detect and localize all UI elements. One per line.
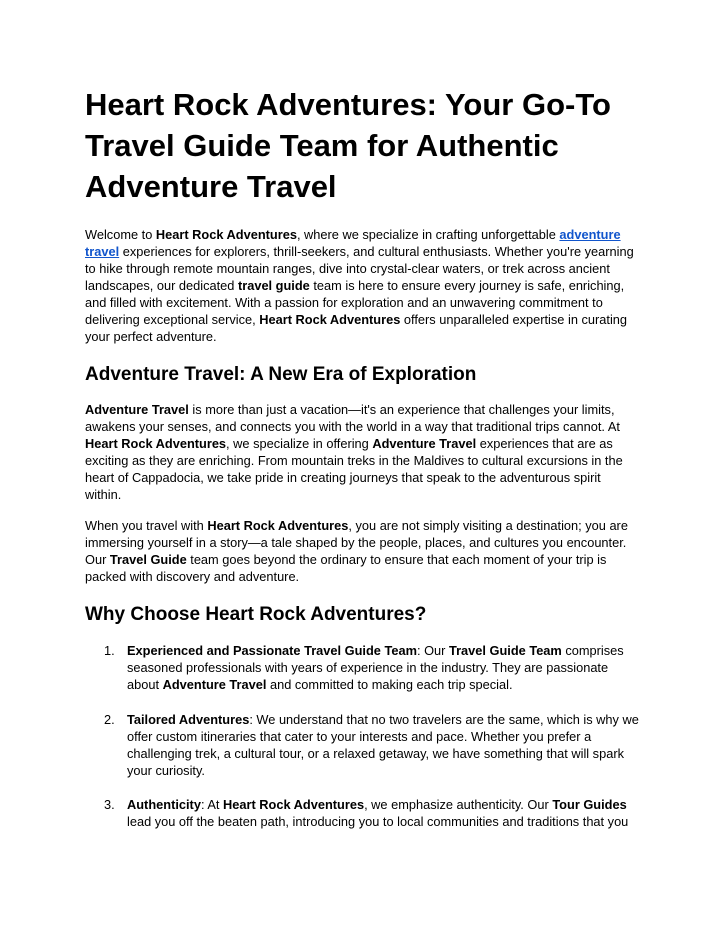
intro-text-3: experiences for explorers, thrill-seekers, and cultural enthusiasts. Whether you're yearning to hike through remote mountain ranges, dive into crystal-clear waters, or trek across ancient landscapes, our dedicated bbox=[85, 244, 634, 293]
s1p2-text-1: When you travel with bbox=[85, 518, 208, 533]
li1-text-2: comprises seasoned professionals with years of experience in the industry. They are passionate about bbox=[127, 643, 624, 692]
intro-bold-2: travel guide bbox=[237, 278, 310, 293]
li3-bold-2: Heart Rock Adventures bbox=[223, 797, 365, 812]
document-title: Heart Rock Adventures: Your Go-To Travel Guide Team for Authentic Adventure Travel bbox=[85, 87, 611, 204]
section1-paragraph-1 bbox=[85, 401, 640, 503]
intro-text-2: , where we specialize in crafting unforgettable bbox=[296, 227, 560, 242]
li2-text-1: : We understand that no two travelers are the same, which is why we offer custom itineraries that cater to your interests and pace. Whether you prefer a challenging trek, a cultural tour, or a relaxed getaway, we have something that will spark your curiosity. bbox=[127, 712, 639, 778]
s1p1-text-1: is more than just a vacation—it's an experience that challenges your limits, awakens your senses, and connects you with the world in a way that traditional trips cannot. At bbox=[85, 402, 620, 434]
intro-text-4: team is here to ensure every journey is safe, enriching, and filled with excitement. With a passion for exploration and an unwavering commitment to delivering exceptional service, bbox=[85, 278, 625, 327]
li3-bold-1: Authenticity bbox=[127, 797, 201, 812]
section2-heading: Why Choose Heart Rock Adventures? bbox=[85, 604, 427, 625]
intro-bold-1: Heart Rock Adventures bbox=[155, 227, 297, 242]
li1-bold-1: Experienced and Passionate Travel Guide Team bbox=[127, 643, 417, 658]
s1p1-bold-2: Heart Rock Adventures bbox=[85, 436, 227, 451]
list-number: 1. bbox=[104, 643, 115, 658]
s1p1-bold-3: Adventure Travel bbox=[372, 436, 477, 451]
s1p2-bold-2: Travel Guide bbox=[109, 552, 187, 567]
intro-text-5: offers unparalleled expertise in curating your perfect adventure. bbox=[85, 312, 628, 344]
li1-text-3: and committed to making each trip special. bbox=[266, 677, 513, 692]
li3-text-3: lead you off the beaten path, introducing you to local communities and traditions that you bbox=[127, 814, 629, 829]
intro-paragraph bbox=[85, 226, 640, 345]
s1p2-bold-1: Heart Rock Adventures bbox=[207, 518, 349, 533]
section1-heading: Adventure Travel: A New Era of Exploration bbox=[85, 364, 477, 385]
list-item-text bbox=[127, 796, 639, 830]
adventure-travel-link[interactable]: adventure travel bbox=[85, 227, 621, 259]
intro-bold-3: Heart Rock Adventures bbox=[259, 312, 401, 327]
li2-bold-1: Tailored Adventures bbox=[127, 712, 250, 727]
li1-bold-3: Adventure Travel bbox=[162, 677, 267, 692]
li1-text-1: : Our bbox=[416, 643, 449, 658]
s1p1-text-2: , we specialize in offering bbox=[226, 436, 373, 451]
s1p1-bold-1: Adventure Travel bbox=[85, 402, 189, 417]
list-number: 3. bbox=[104, 797, 115, 812]
li1-bold-2: Travel Guide Team bbox=[448, 643, 562, 658]
s1p2-text-2: , you are not simply visiting a destination; you are immersing yourself in a story—a tale shaped by the people, places, and cultures you encounter. Our bbox=[85, 518, 628, 567]
li3-text-1: : At bbox=[200, 797, 224, 812]
li3-bold-3: Tour Guides bbox=[552, 797, 627, 812]
list-item-text bbox=[127, 711, 639, 779]
list-item-text bbox=[127, 642, 639, 693]
s1p1-text-3: experiences that are as exciting as they are enriching. From mountain treks in the Maldives to cultural excursions in the heart of Cappadocia, we take pride in creating journeys that speak to the adventurous spirit within. bbox=[85, 436, 623, 502]
list-number: 2. bbox=[104, 712, 115, 727]
s1p2-text-3: team goes beyond the ordinary to ensure that each moment of your trip is packed with discovery and adventure. bbox=[85, 552, 607, 584]
li3-text-2: , we emphasize authenticity. Our bbox=[364, 797, 553, 812]
intro-text-1: Welcome to bbox=[85, 227, 156, 242]
section1-paragraph-2 bbox=[85, 517, 640, 585]
